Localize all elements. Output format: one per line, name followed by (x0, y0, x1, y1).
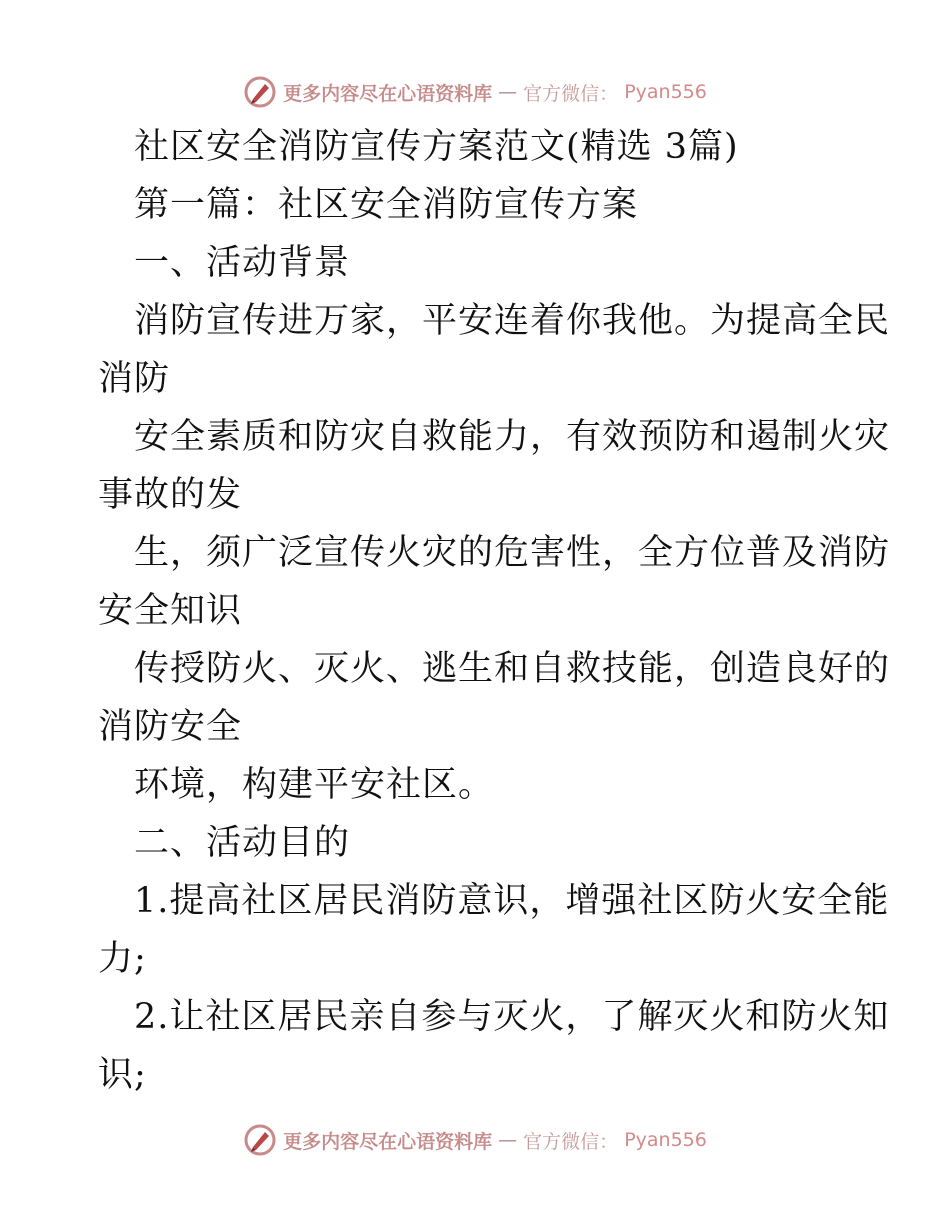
banner-handle: Pyan556 (624, 1129, 707, 1151)
paragraph-line: 生，须广泛宣传火灾的危害性，全方位普及消防 (134, 533, 891, 573)
paragraph-line: 安全素质和防灾自救能力，有效预防和遏制火灾 (134, 417, 891, 457)
subsection-heading: 二、活动目的 (134, 823, 351, 863)
banner-sub-text: 官方微信： (523, 82, 619, 105)
list-item-continuation: 识; (98, 1055, 147, 1095)
list-item: 1.提高社区居民消防意识，增强社区防火安全能 (134, 881, 890, 921)
banner-dash: — (498, 81, 518, 103)
banner-dash: — (498, 1129, 518, 1151)
banner-main-text: 更多内容尽在心语资料库 (283, 82, 493, 105)
banner-handle: Pyan556 (624, 81, 707, 103)
paragraph-line: 环境，构建平安社区。 (134, 765, 495, 805)
paragraph-line: 事故的发 (98, 475, 243, 515)
paragraph-line: 安全知识 (98, 591, 243, 631)
footer-banner (0, 1120, 950, 1160)
subsection-heading: 一、活动背景 (134, 243, 351, 283)
paragraph-line: 传授防火、灭火、逃生和自救技能，创造良好的 (134, 649, 891, 689)
pen-nib-logo-icon (243, 1123, 277, 1157)
document-body (98, 118, 891, 1104)
document-title: 社区安全消防宣传方案范文(精选 3篇) (134, 127, 739, 167)
header-banner (0, 72, 950, 112)
banner-sub-text: 官方微信： (523, 1130, 619, 1153)
paragraph-line: 消防安全 (98, 707, 243, 747)
pen-nib-logo-icon (243, 75, 277, 109)
banner-main-text: 更多内容尽在心语资料库 (283, 1130, 493, 1153)
list-item-continuation: 力; (98, 939, 147, 979)
paragraph-line: 消防 (98, 359, 171, 399)
section-heading: 第一篇：社区安全消防宣传方案 (134, 185, 639, 225)
paragraph-line: 消防宣传进万家，平安连着你我他。为提高全民 (134, 301, 891, 341)
list-item: 2.让社区居民亲自参与灭火，了解灭火和防火知 (134, 997, 890, 1037)
